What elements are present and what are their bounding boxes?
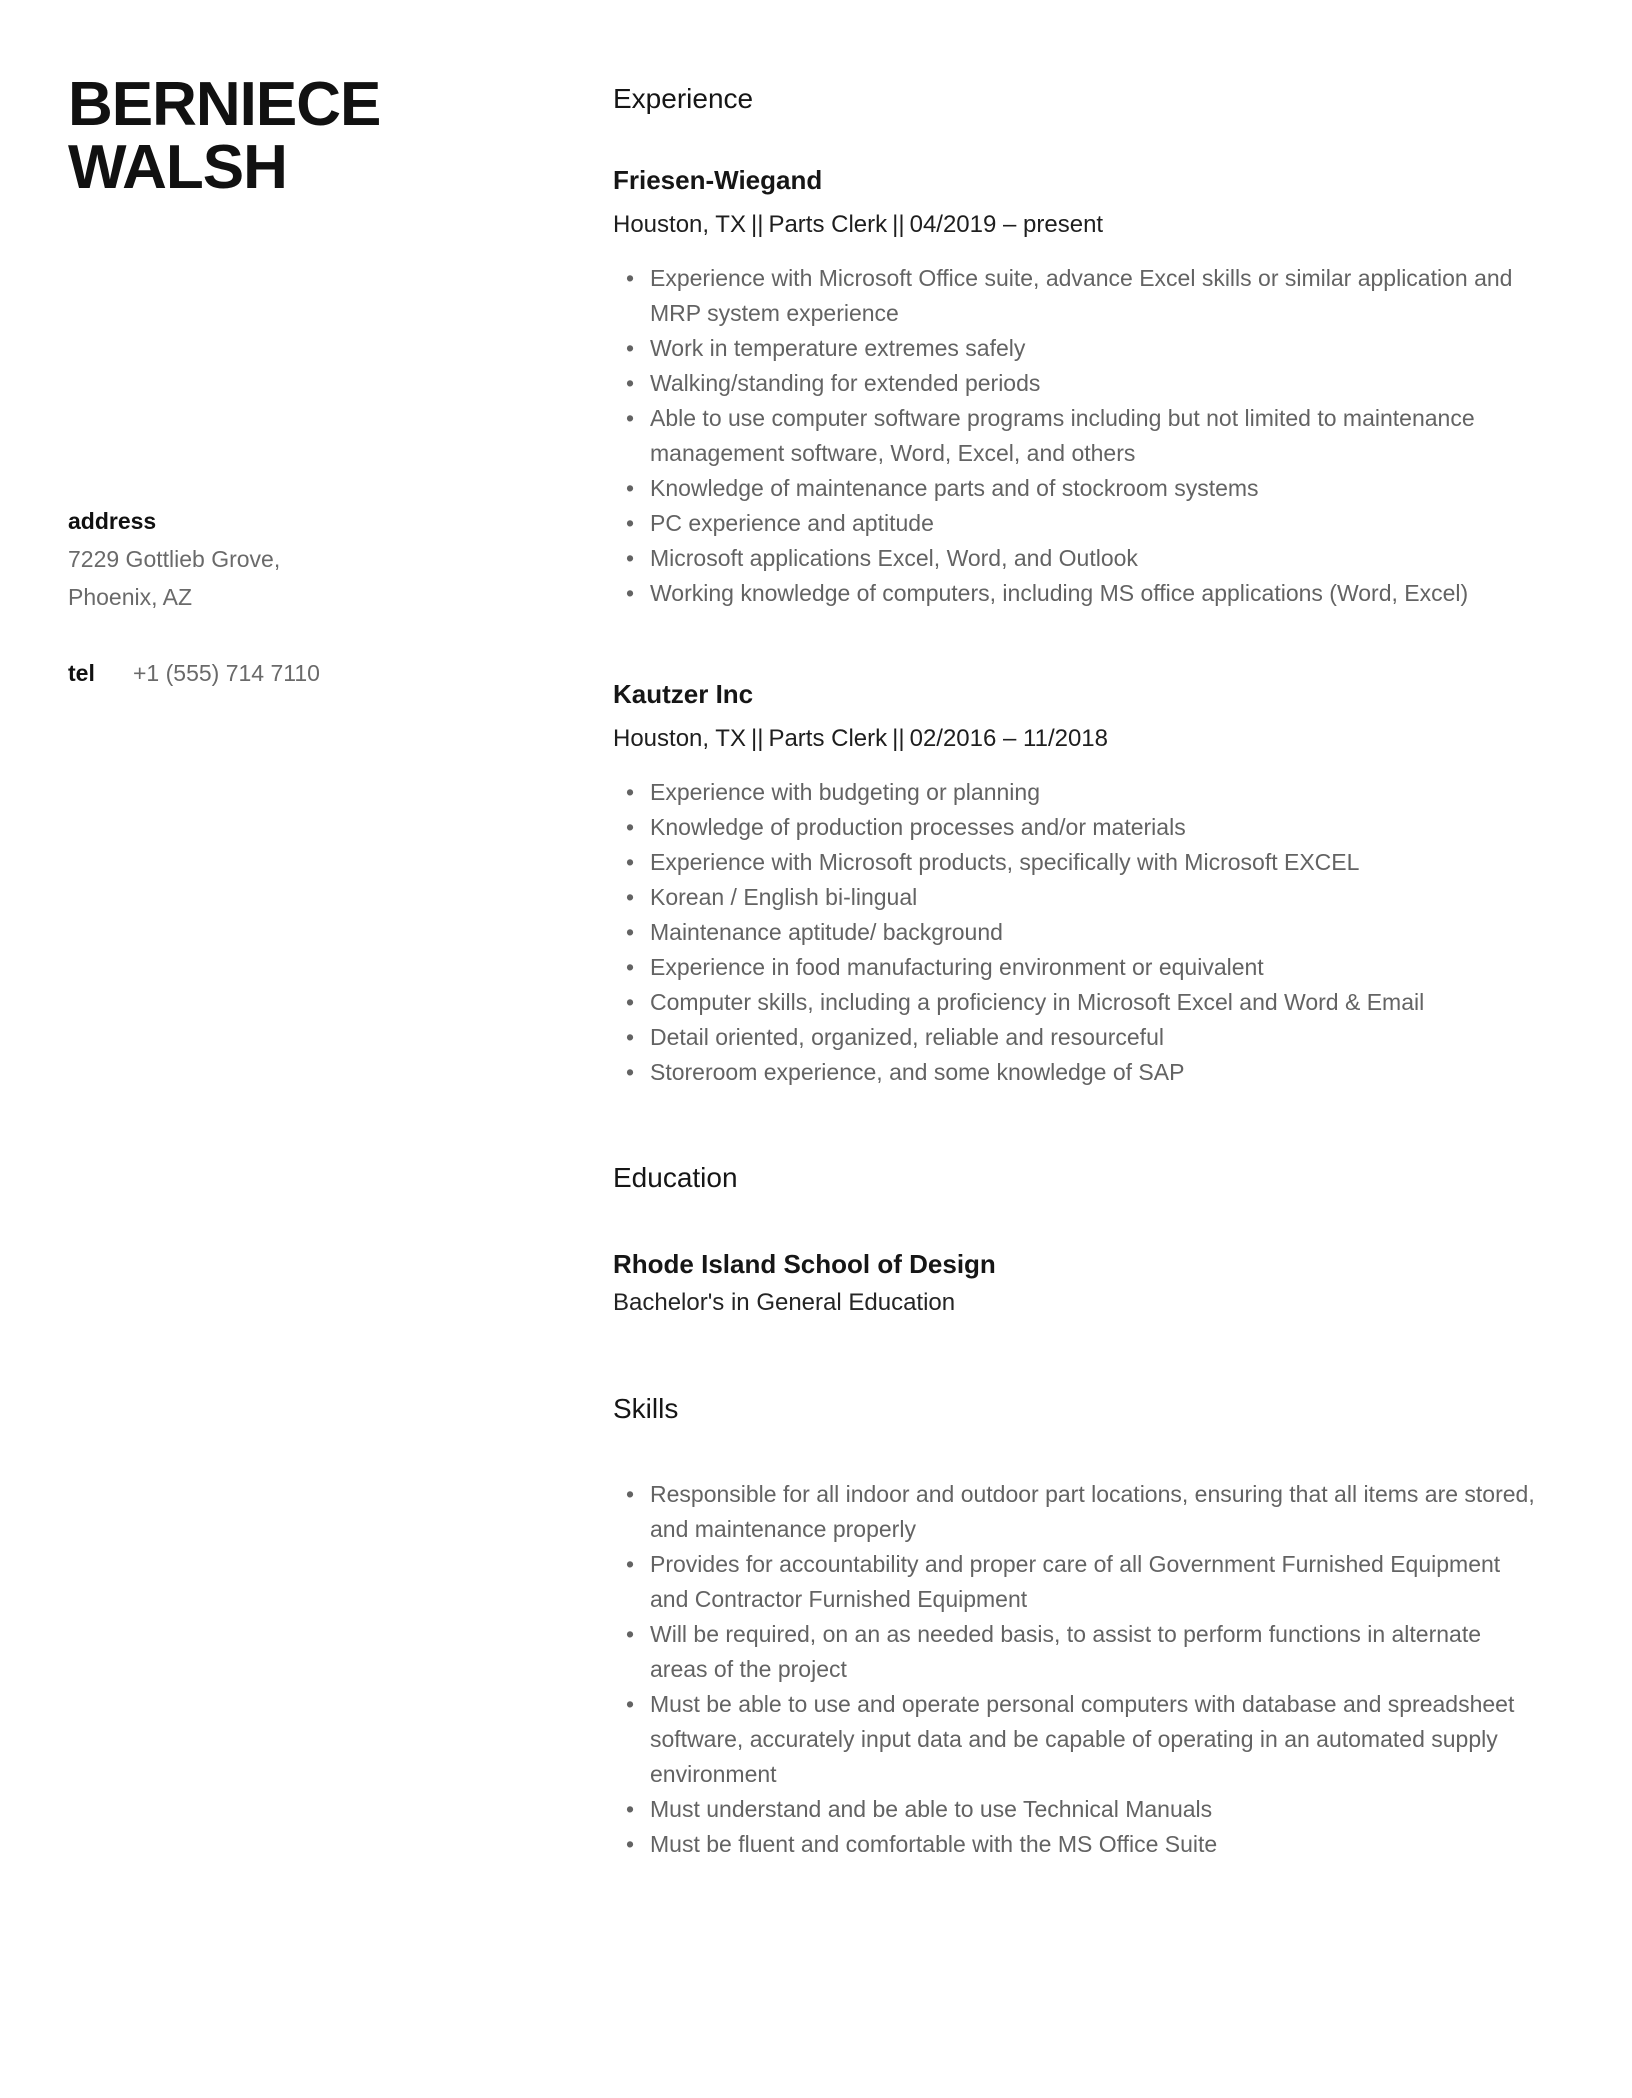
bullet-item: • Working knowledge of computers, including MS office applications (Word, Excel)	[613, 576, 1543, 611]
school-name: Rhode Island School of Design	[613, 1249, 996, 1279]
address-line-1: 7229 Gottlieb Grove,	[68, 546, 281, 572]
job-bullet-list	[613, 775, 1543, 1090]
skills-heading: Skills	[613, 1393, 679, 1424]
experience-section	[613, 82, 1562, 1090]
job-company: Friesen-Wiegand	[613, 165, 823, 195]
bullet-item: • Work in temperature extremes safely	[613, 331, 1543, 366]
bullet-item: • Experience with budgeting or planning	[613, 775, 1543, 810]
bullet-item: • Maintenance aptitude/ background	[613, 915, 1543, 950]
job-role: Parts Clerk	[768, 211, 888, 238]
bullet-item: • Experience with Microsoft Office suite, advance Excel skills or similar application and MRP system experience	[613, 261, 1543, 331]
job-dates: 04/2019 – present	[909, 211, 1104, 238]
experience-heading: Experience	[613, 83, 754, 114]
meta-separator: ||	[750, 211, 764, 238]
bullet-item: • Knowledge of production processes and/or materials	[613, 810, 1543, 845]
tel-label: tel	[68, 660, 95, 686]
bullet-item: • PC experience and aptitude	[613, 506, 1543, 541]
meta-separator: ||	[750, 725, 764, 752]
bullet-item: • Must be able to use and operate personal computers with database and spreadsheet software, accurately input data and be capable of operating in an automated supply environment	[613, 1687, 1543, 1792]
job-dates: 02/2016 – 11/2018	[909, 725, 1109, 752]
bullet-item: • Responsible for all indoor and outdoor part locations, ensuring that all items are stored, and maintenance properly	[613, 1477, 1543, 1547]
bullet-item: • Experience with Microsoft products, specifically with Microsoft EXCEL	[613, 845, 1543, 880]
bullet-item: • Able to use computer software programs including but not limited to maintenance management software, Word, Excel, and others	[613, 401, 1543, 471]
bullet-item: • Must understand and be able to use Technical Manuals	[613, 1792, 1543, 1827]
candidate-name: BERNIECE WALSH	[68, 70, 381, 202]
bullet-item: • Computer skills, including a proficiency in Microsoft Excel and Word & Email	[613, 985, 1543, 1020]
bullet-item: • Knowledge of maintenance parts and of stockroom systems	[613, 471, 1543, 506]
skills-section	[613, 1392, 1562, 1862]
address-label: address	[68, 508, 157, 534]
contact-block	[68, 502, 515, 692]
bullet-item: • Storeroom experience, and some knowledge of SAP	[613, 1055, 1543, 1090]
job-meta	[613, 721, 1562, 757]
tel-value: +1 (555) 714 7110	[133, 660, 320, 686]
job-location: Houston, TX	[613, 725, 746, 752]
degree: Bachelor's in General Education	[613, 1289, 956, 1316]
skills-bullet-list	[613, 1477, 1543, 1862]
bullet-item: • Experience in food manufacturing environment or equivalent	[613, 950, 1543, 985]
job-entry-friesen-wiegand	[613, 163, 1562, 611]
bullet-item: • Detail oriented, organized, reliable and resourceful	[613, 1020, 1543, 1055]
bullet-item: • Will be required, on an as needed basis, to assist to perform functions in alternate areas of the project	[613, 1617, 1543, 1687]
address-line-2: Phoenix, AZ	[68, 584, 193, 610]
phone-row	[68, 654, 515, 692]
main-content	[545, 0, 1632, 2098]
bullet-item: • Korean / English bi-lingual	[613, 880, 1543, 915]
bullet-item: • Provides for accountability and proper care of all Government Furnished Equipment and Contractor Furnished Equipment	[613, 1547, 1543, 1617]
education-heading: Education	[613, 1162, 738, 1193]
job-role: Parts Clerk	[768, 725, 888, 752]
meta-separator: ||	[892, 725, 905, 752]
sidebar	[0, 0, 545, 2098]
job-company: Kautzer Inc	[613, 679, 754, 709]
bullet-item: • Must be fluent and comfortable with the MS Office Suite	[613, 1827, 1543, 1862]
job-meta	[613, 207, 1562, 243]
job-location: Houston, TX	[613, 211, 746, 238]
meta-separator: ||	[892, 211, 905, 238]
bullet-item: • Walking/standing for extended periods	[613, 366, 1543, 401]
education-section	[613, 1161, 1562, 1321]
job-bullet-list	[613, 261, 1543, 611]
job-entry-kautzer-inc	[613, 677, 1562, 1090]
bullet-item: • Microsoft applications Excel, Word, and Outlook	[613, 541, 1543, 576]
